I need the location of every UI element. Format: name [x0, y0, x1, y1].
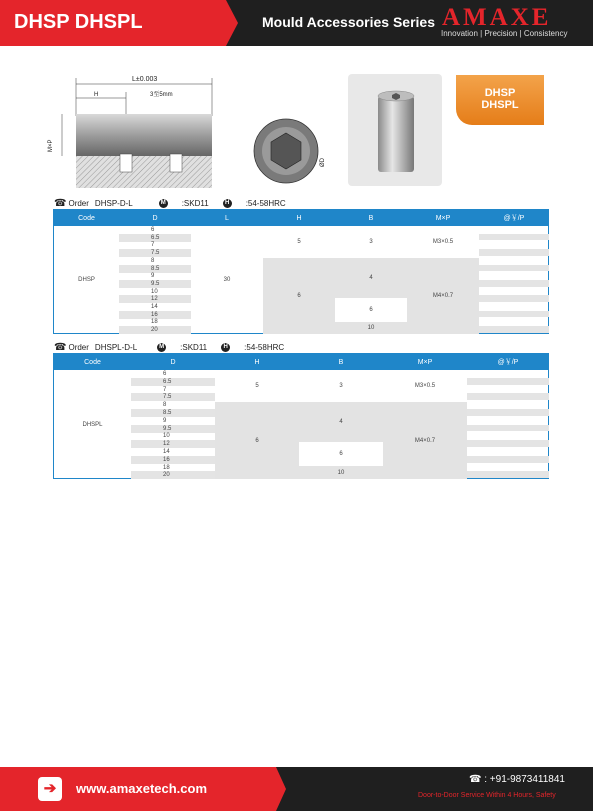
col-header-code: Code: [54, 354, 131, 370]
l-value-cell: 30: [223, 277, 231, 283]
product-photo: [348, 74, 442, 186]
price-cell: [467, 440, 549, 447]
price-cell: [467, 393, 549, 400]
hardness-icon: H: [223, 199, 232, 208]
price-cell: [479, 288, 549, 295]
mxp-value-cell: M4×0.7: [407, 258, 479, 334]
d-value-cell: 8: [163, 402, 167, 409]
thread-hole: [120, 154, 132, 172]
header-bar: [0, 0, 593, 46]
phone-icon: ☎: [469, 774, 485, 785]
price-cell: [467, 425, 549, 432]
col-header-code: Code: [54, 210, 119, 226]
price-cell: [479, 303, 549, 310]
hex-hole: [170, 154, 182, 172]
price-cell: [467, 401, 549, 408]
code-cell: DHSP: [78, 277, 95, 283]
col-header-d: D: [131, 354, 215, 370]
brand-logo: AMAXE: [442, 4, 552, 31]
d-value-cell: 12: [131, 440, 215, 448]
b-value-cell: 6: [369, 307, 373, 313]
d-value-cell: 6: [163, 371, 167, 377]
d-value-cell: 9.5: [131, 425, 215, 433]
pin-hatch: [76, 156, 212, 188]
phone-number: [469, 774, 565, 785]
page-title: DHSP DHSPL: [14, 11, 143, 33]
price-cell: [479, 241, 549, 248]
product-badge: [456, 75, 544, 125]
mxp-value-cell: M3×0.5: [414, 383, 436, 389]
d-value-cell: 14: [163, 449, 170, 455]
thread-dimension-label: M×P: [48, 139, 54, 152]
d-value-cell: 8.5: [119, 265, 191, 273]
material-icon: M: [160, 199, 166, 206]
d-value-cell: 12: [119, 295, 191, 303]
price-cell: [467, 432, 549, 439]
d-value-cell: 7: [151, 242, 155, 249]
service-note: Door-to-Door Service Within 4 Hours, Safety: [418, 792, 556, 799]
b-value-cell: 10: [335, 322, 407, 334]
brand-tagline: Innovation | Precision | Consistency: [441, 29, 568, 38]
d-value-cell: 18: [163, 464, 170, 471]
d-value-cell: 7.5: [119, 249, 191, 257]
d-value-cell: 7.5: [131, 393, 215, 401]
d-value-cell: 6: [151, 227, 155, 233]
b-value-cell: 6: [339, 451, 343, 457]
dhspl-table: [53, 353, 549, 479]
d-value-cell: 9.5: [119, 280, 191, 288]
price-cell: [479, 295, 549, 302]
b-value-cell: 4: [299, 402, 383, 442]
mxp-value-cell: M3×0.5: [432, 239, 454, 245]
material-value: :SKD11: [180, 342, 208, 352]
price-cell: [479, 280, 549, 287]
order-phone-icon: ☎: [54, 197, 67, 209]
h-value-cell: 5: [297, 239, 301, 245]
footer-bar: [0, 767, 593, 811]
price-cell: [479, 226, 549, 233]
col-header-b: B: [335, 210, 407, 226]
price-cell: [467, 471, 549, 478]
order-code: DHSPL-D-L: [94, 342, 138, 352]
col-header-price: @￥/P: [479, 210, 549, 226]
d-value-cell: 20: [131, 471, 215, 479]
diameter-label: ØD: [320, 158, 326, 167]
d-value-cell: 8.5: [131, 409, 215, 417]
b-value-cell: 3: [369, 239, 373, 245]
technical-drawing: [40, 68, 250, 198]
d-value-cell: 8: [151, 257, 155, 264]
d-value-cell: 16: [131, 456, 215, 464]
d-value-cell: 14: [151, 304, 158, 310]
h-value-cell: 6: [215, 402, 299, 479]
badge-line-dhspl: DHSPL: [481, 99, 519, 111]
col-header-h: H: [215, 354, 299, 370]
b-value-cell: 4: [335, 258, 407, 298]
order-line-dhspl: [54, 341, 284, 353]
d-value-cell: 16: [119, 311, 191, 319]
price-cell: [467, 417, 549, 424]
d-value-cell: 10: [151, 288, 158, 295]
price-cell: [479, 257, 549, 264]
hex-depth-label: 3至5mm: [150, 92, 173, 98]
price-cell: [479, 318, 549, 325]
dhsp-table: [53, 209, 549, 334]
order-phone-icon: ☎: [54, 341, 67, 353]
price-cell: [467, 386, 549, 393]
hardness-value: :54-58HRC: [244, 342, 285, 352]
h-value-cell: 6: [263, 258, 335, 334]
order-label: Order: [68, 198, 89, 208]
length-dimension-label: L±0.003: [132, 76, 158, 83]
price-cell: [479, 272, 549, 279]
website-link[interactable]: www.amaxetech.com: [76, 781, 208, 796]
price-cell: [467, 456, 549, 463]
price-cell: [479, 249, 549, 256]
d-value-cell: 20: [119, 326, 191, 334]
badge-line-dhsp: DHSP: [484, 87, 516, 99]
d-value-cell: 6.5: [131, 378, 215, 386]
col-header-mxp: M×P: [407, 210, 479, 226]
col-header-l: L: [191, 210, 263, 226]
col-header-d: D: [119, 210, 191, 226]
order-line-dhsp: [54, 197, 286, 209]
price-cell: [467, 370, 549, 377]
price-cell: [479, 311, 549, 318]
hardness-icon: H: [221, 343, 230, 352]
d-value-cell: 6.5: [119, 234, 191, 242]
material-value: :SKD11: [181, 198, 209, 208]
series-title: Mould Accessories Series: [262, 14, 436, 30]
price-cell: [467, 378, 549, 385]
hardness-value: :54-58HRC: [245, 198, 286, 208]
end-view-drawing: [250, 115, 330, 195]
d-value-cell: 9: [163, 417, 167, 424]
price-cell: [479, 265, 549, 272]
b-value-cell: 10: [299, 466, 383, 479]
d-value-cell: 9: [151, 273, 155, 280]
d-value-cell: 7: [163, 386, 167, 393]
d-value-cell: 10: [163, 433, 170, 440]
col-header-h: H: [263, 210, 335, 226]
col-header-mxp: M×P: [383, 354, 467, 370]
order-label: Order: [68, 342, 89, 352]
h-dimension-label: H: [94, 92, 99, 98]
order-code: DHSP-D-L: [94, 198, 133, 208]
b-value-cell: 3: [339, 383, 343, 389]
phone-number-text: : +91-9873411841: [484, 774, 565, 785]
col-header-b: B: [299, 354, 383, 370]
code-cell: DHSPL: [82, 421, 103, 428]
mxp-value-cell: M4×0.7: [383, 402, 467, 479]
material-icon: M: [159, 343, 165, 350]
website-icon: ➔: [38, 777, 62, 801]
price-cell: [479, 234, 549, 241]
h-value-cell: 5: [255, 383, 259, 389]
d-value-cell: 18: [151, 319, 158, 326]
price-cell: [467, 409, 549, 416]
price-cell: [479, 326, 549, 333]
price-cell: [467, 448, 549, 455]
col-header-price: @￥/P: [467, 354, 549, 370]
price-cell: [467, 464, 549, 471]
